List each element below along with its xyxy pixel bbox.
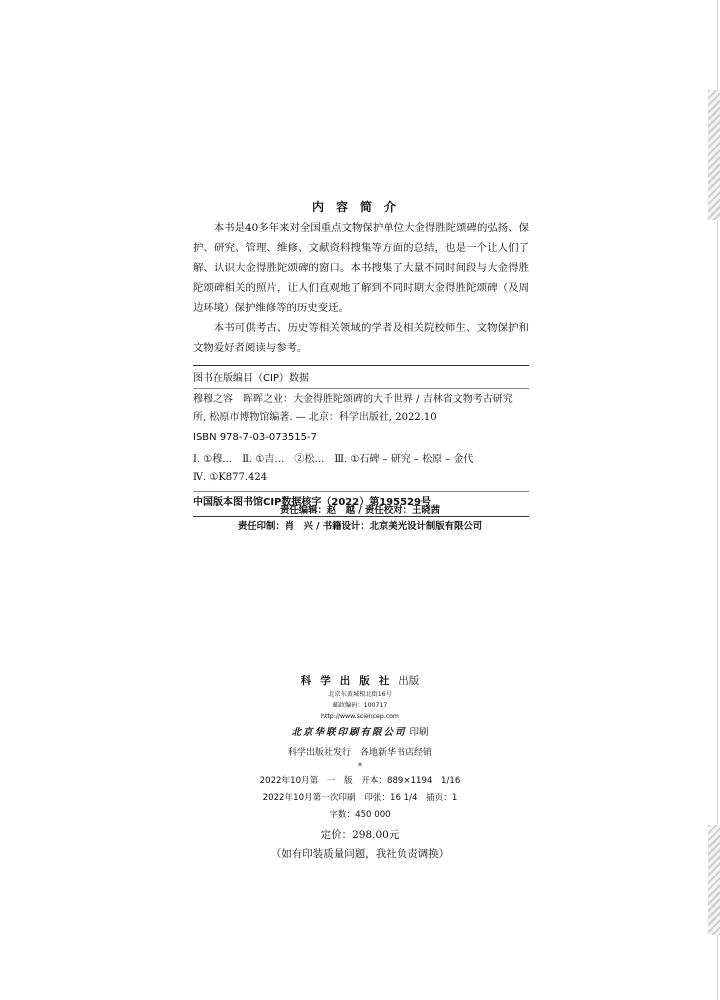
cip-description-line: 穆穆之容 晖晖之业：大金得胜陀颂碑的大千世界 / 吉林省文物考古研究 [193, 394, 513, 405]
colophon [0, 673, 720, 863]
publisher-postcode: 邮政编码：100717 [332, 702, 388, 709]
publisher-suffix: 出版 [398, 675, 420, 687]
distribution-line: 科学出版社发行 各地新华书店经销 [287, 748, 432, 758]
quality-note: （如有印装质量问题，我社负责调换） [270, 848, 450, 860]
separator-star: * [358, 762, 362, 771]
cip-block [193, 365, 529, 517]
price: 定价：298.00元 [320, 829, 400, 841]
intro-paragraph: 本书是40多年来对全国重点文物保护单位大金得胜陀颂碑的弘扬、保护、研究、管理、维修、文献资料搜集等方面的总结，也是一个让人们了解、认识大金得胜陀颂碑的窗口。本书搜集了大量不同时间段与大金得胜陀颂碑相关的照片，让人们直观地了解到不同时期大金得胜陀颂碑（及周边环境）保护维修等的历史变迁。 [193, 222, 529, 314]
printer-suffix: 印刷 [409, 727, 429, 738]
cip-title: 图书在版编目（CIP）数据 [193, 373, 309, 384]
intro-body [193, 218, 529, 358]
intro-title: 内容简介 [311, 200, 408, 214]
publisher-url: http://www.sciencep.com [321, 713, 399, 720]
printing-line: 2022年10月第一次印刷 印张：16 1/4 插页：1 [262, 793, 458, 803]
credits [0, 503, 720, 535]
credits-editors: 责任编辑：赵 越 / 责任校对：王晓茜 [280, 505, 440, 516]
edition-line: 2022年10月第 一 版 开本：889×1194 1/16 [259, 776, 461, 786]
printer-line [0, 724, 720, 742]
cip-divider [193, 388, 529, 389]
publisher-name: 科学出版社 [300, 675, 399, 687]
cip-isbn: ISBN 978-7-03-073515-7 [193, 432, 317, 443]
printer-name: 北京华联印刷有限公司 [291, 727, 407, 738]
cip-classification-line: Ⅰ. ①穆… Ⅱ. ①吉… ②松… Ⅲ. ①石碑 – 研究 – 松原 – 金代 [193, 454, 474, 465]
cip-classification-line: Ⅳ. ①K877.424 [193, 472, 268, 483]
cip-description-line: 所, 松原市博物馆编著. — 北京：科学出版社, 2022.10 [193, 412, 437, 423]
cip-top-rule [193, 365, 529, 366]
word-count: 字数：450 000 [329, 810, 391, 820]
cip-divider [193, 491, 529, 492]
cip-catalog-number: 中国版本图书馆CIP数据核字（2022）第195529号 [193, 497, 431, 508]
publisher-line [0, 673, 720, 689]
credits-production: 责任印制：肖 兴 / 书籍设计：北京美光设计制版有限公司 [237, 521, 483, 532]
intro-paragraph: 本书可供考古、历史等相关领域的学者及相关院校师生、文物保护和文物爱好者阅读与参考。 [193, 322, 529, 354]
publisher-address: 北京东黄城根北街16号 [328, 691, 392, 698]
